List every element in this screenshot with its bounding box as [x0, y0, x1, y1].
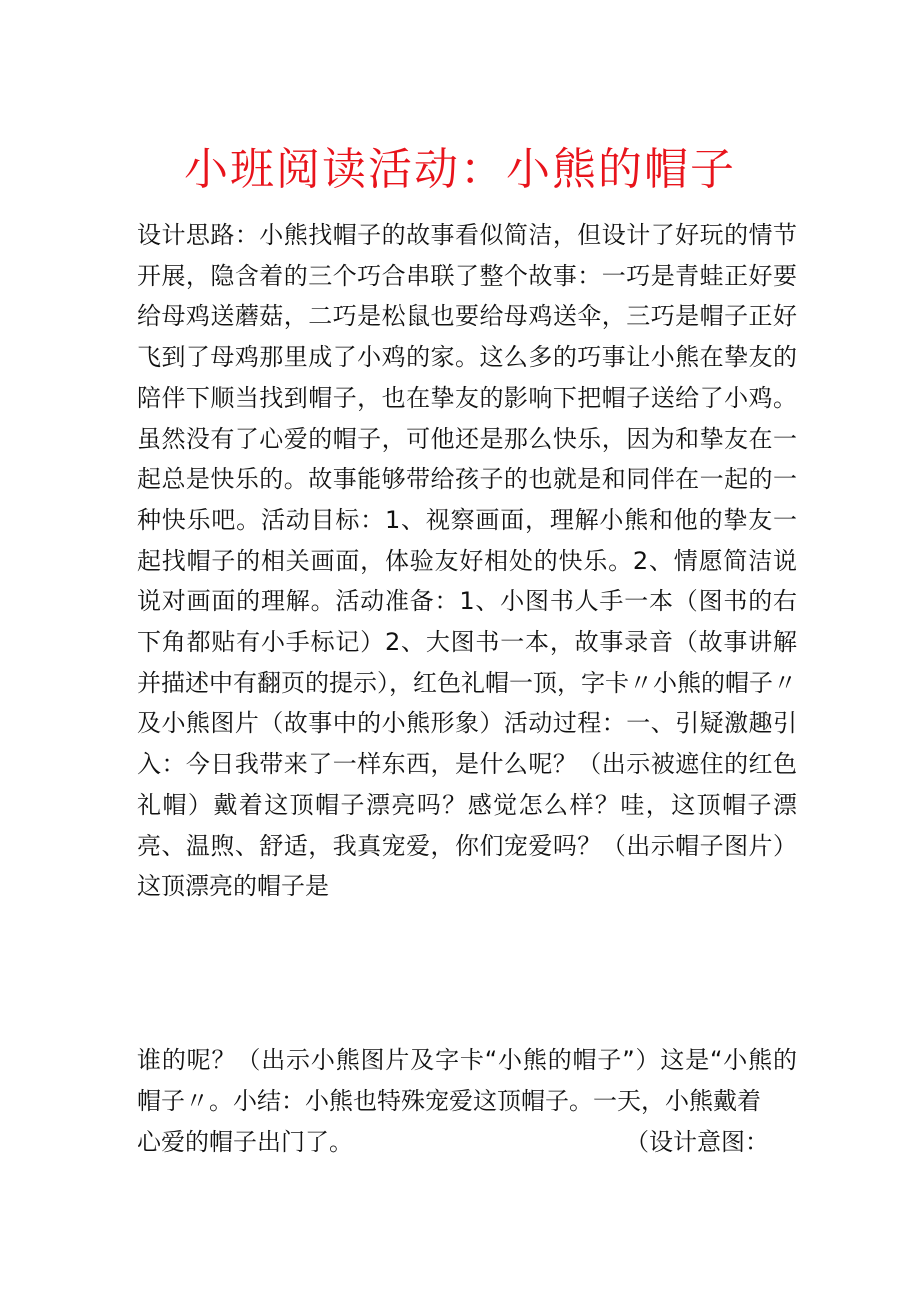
design-intent-label: （设计意图：	[625, 1128, 769, 1156]
body-last-line	[137, 1122, 797, 1163]
document-title: 小班阅读活动：小熊的帽子	[184, 144, 736, 195]
body-paragraph-design-and-process: 设计思路：小熊找帽子的故事看似简洁，但设计了好玩的情节开展，隐含着的三个巧合串联了整个故事：一巧是青蛙正好要给母鸡送蘑菇，二巧是松鼠也要给母鸡送伞，三巧是帽子正好飞到了母鸡那里成了小鸡的家。这么多的巧事让小熊在挚友的陪伴下顺当找到帽子，也在挚友的影响下把帽子送给了小鸡。虽然没有了心爱的帽子，可他还是那么快乐，因为和挚友在一起总是快乐的。故事能够带给孩子的也就是和同伴在一起的一种快乐吧。活动目标：1、视察画面，理解小熊和他的挚友一起找帽子的相关画面，体验友好相处的快乐。2、情愿简洁说说对画面的理解。活动准备：1、小图书人手一本（图书的右下角都贴有小手标记）2、大图书一本，故事录音（故事讲解并描述中有翻页的提示），红色礼帽一顶，字卡〃小熊的帽子〃及小熊图片（故事中的小熊形象）活动过程：一、引疑激趣引入：今日我带来了一样东西，是什么呢？（出示被遮住的红色礼帽）戴着这顶帽子漂亮吗？感觉怎么样？哇，这顶帽子漂亮、温煦、舒适，我真宠爱，你们宠爱吗？（出示帽子图片）这顶漂亮的帽子是	[137, 221, 797, 901]
last-line-text: 心爱的帽子出门了。	[137, 1128, 353, 1156]
body-paragraph-continuation: 谁的呢？（出示小熊图片及字卡“小熊的帽子”）这是“小熊的帽子〃。小结：小熊也特殊宠爱这顶帽子。一天，小熊戴着	[137, 1046, 797, 1115]
